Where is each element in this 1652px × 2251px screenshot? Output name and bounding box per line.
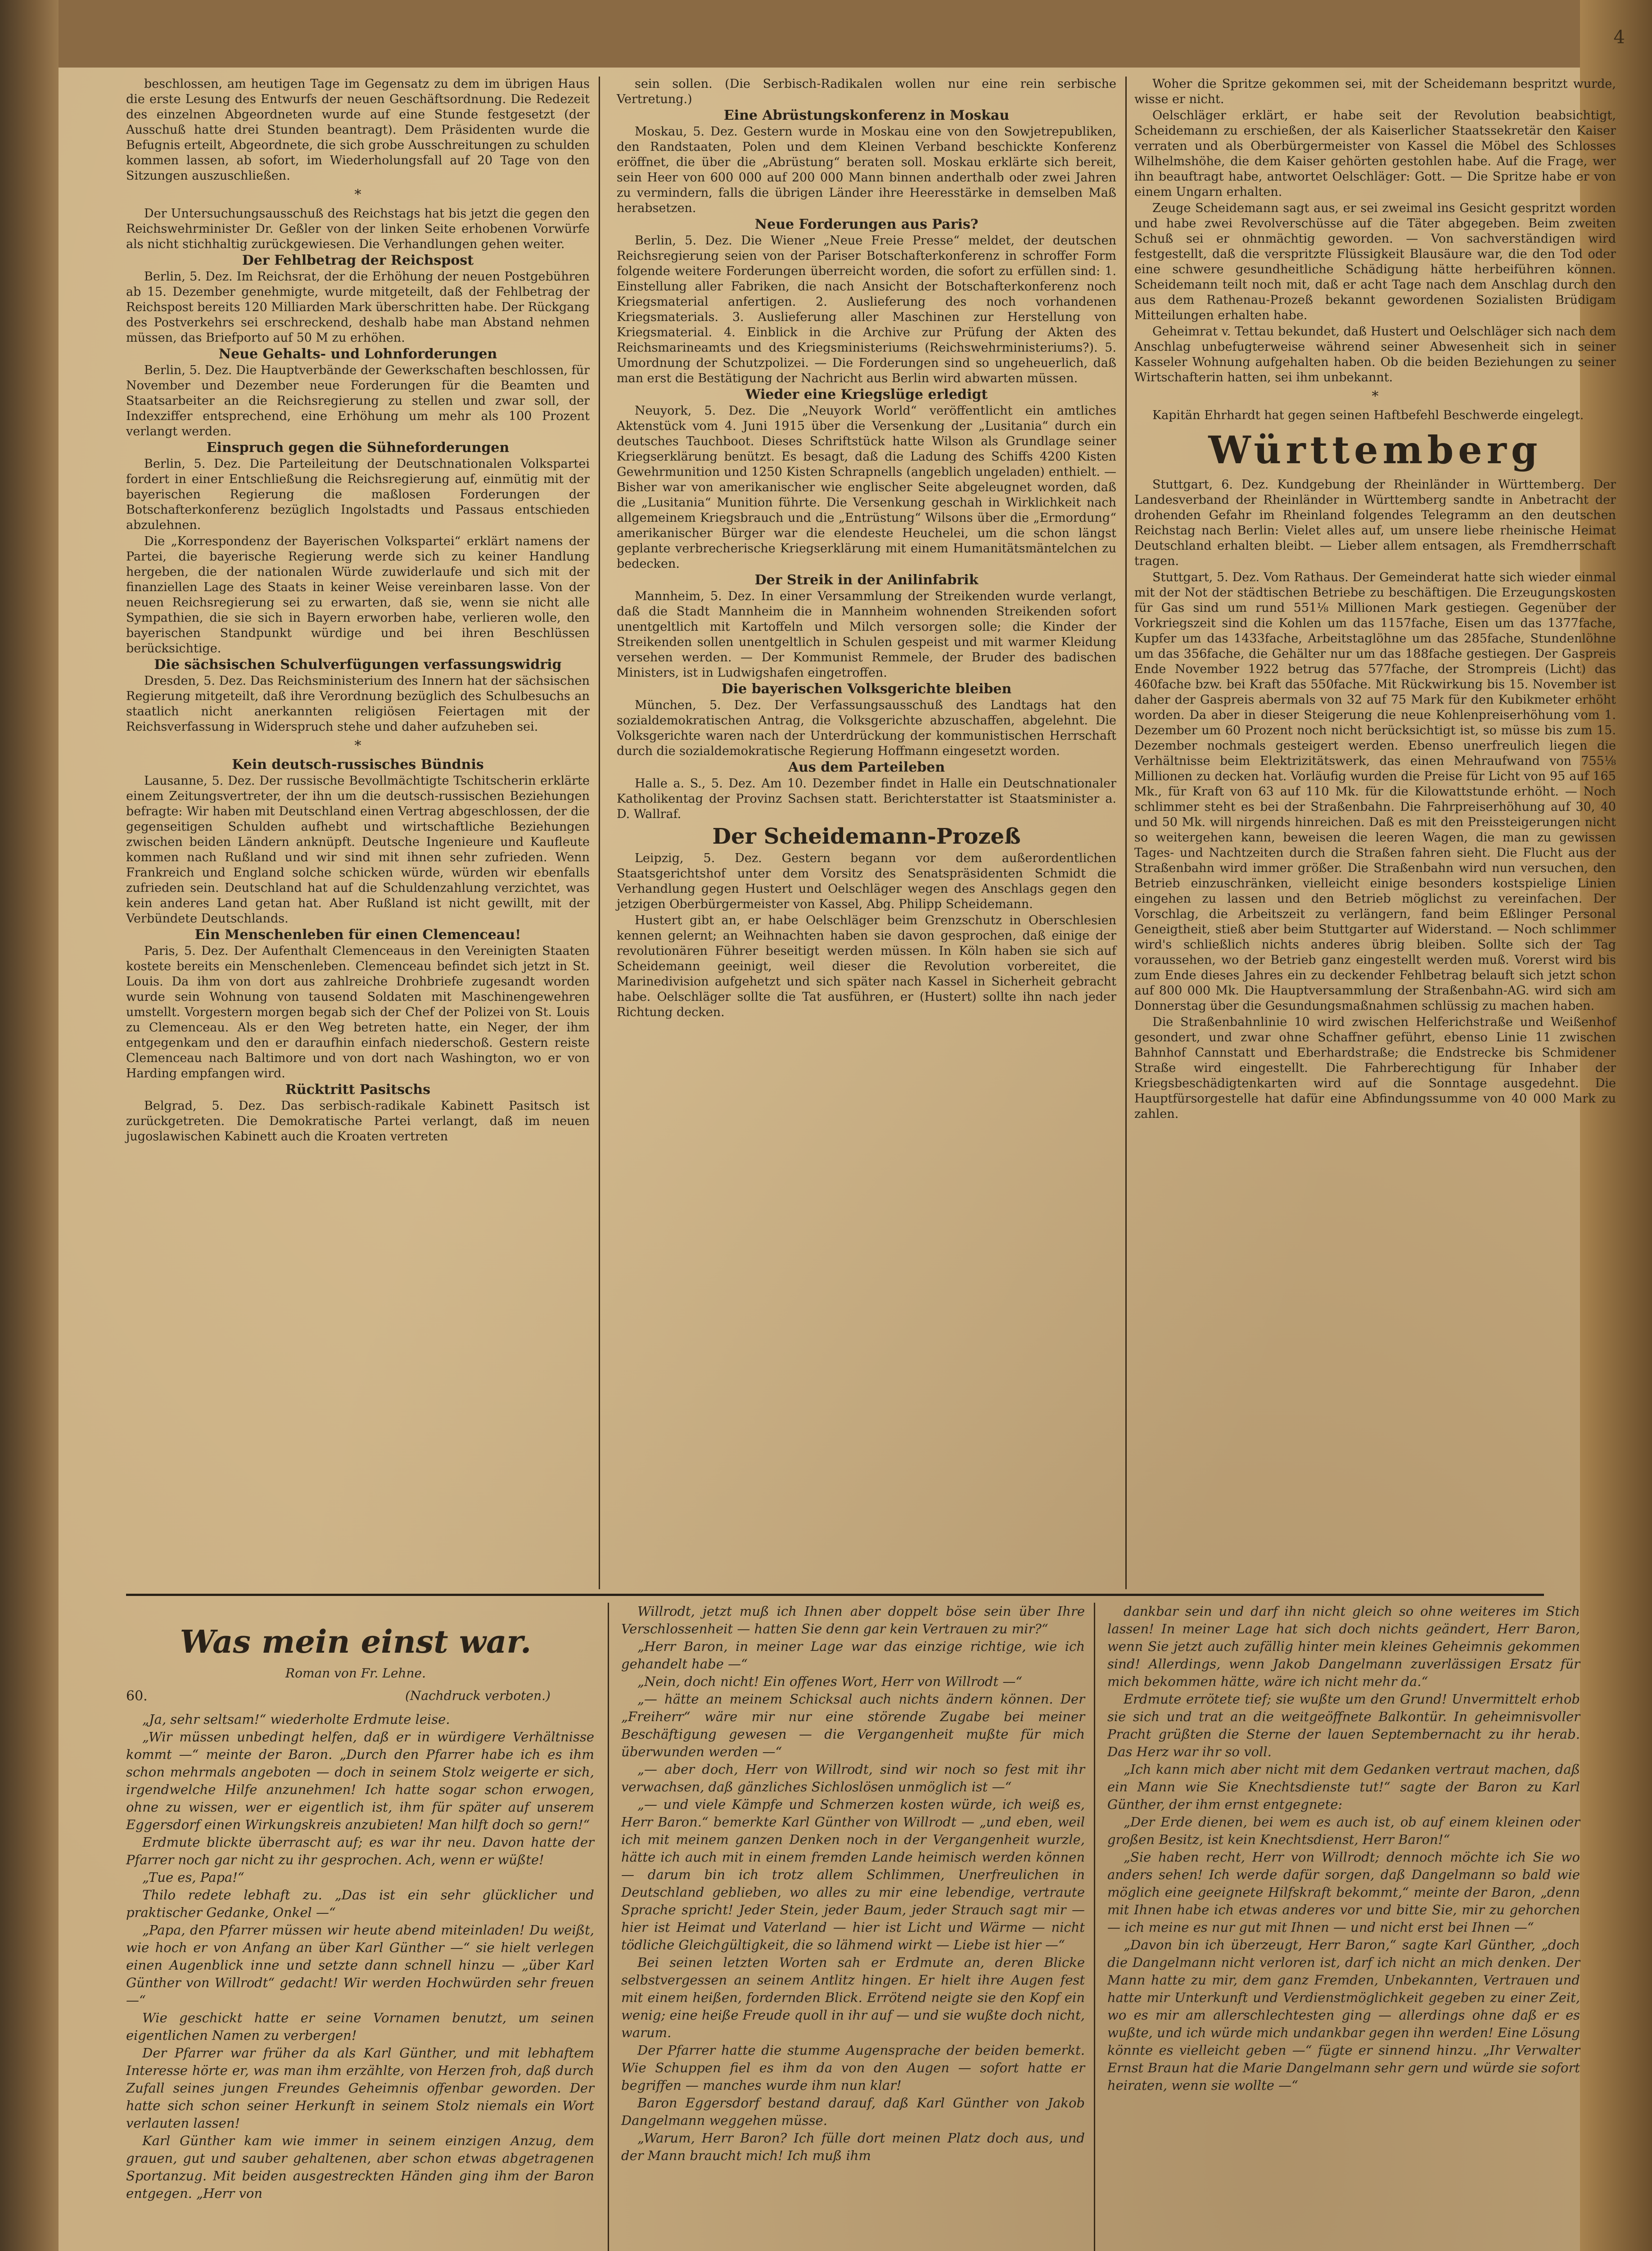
headline: Eine Abrüstungskonferenz in Moskau bbox=[723, 108, 1010, 123]
serial-title: Was mein einst war. bbox=[180, 1623, 532, 1660]
serial-paragraph: „Ich kann mich aber nicht mit dem Gedanken vertraut machen, daß ein Mann wie Sie Knechtsdienste tut!“ sagte der Baron zu Karl Günther, der ihm ernst entgegnete: bbox=[1107, 1762, 1580, 1812]
serial-column-3 bbox=[1107, 1603, 1580, 2094]
serial-author: Roman von Fr. Lehne. bbox=[285, 1666, 426, 1681]
binding-edge bbox=[0, 0, 59, 2251]
article-text: Leipzig, 5. Dez. Gestern begann vor dem außerordentlichen Staatsgerichtshof unter dem Vorsitz des Senatspräsidenten Schmidt die Verhandlung gegen Hustert und Oelschläger wegen des Anschlags gegen den jetzigen Oberbürgermeister von Kassel, Abg. Philipp Scheidemann. bbox=[617, 851, 1116, 911]
article-text: München, 5. Dez. Der Verfassungsausschuß des Landtags hat den sozialdemokratischen Antrag, die Volksgerichte abzuschaffen, abgelehnt. Die Volksgerichte waren nach der Unterdrückung der kommunistischen Herrschaft durch die sozialdemokratische Regierung Hoffmann eingesetzt worden. bbox=[617, 698, 1116, 758]
headline: Ein Menschenleben für einen Clemenceau! bbox=[194, 927, 521, 943]
headline: Neue Forderungen aus Paris? bbox=[754, 217, 979, 232]
article-text: Belgrad, 5. Dez. Das serbisch-radikale Kabinett Pasitsch ist zurückgetreten. Die Demokratische Partei verlangt, daß im neuen jugoslawischen Kabinett auch die Kroaten vertreten bbox=[126, 1099, 590, 1144]
serial-paragraph: „Nein, doch nicht! Ein offenes Wort, Herr von Willrodt —“ bbox=[637, 1674, 1023, 1689]
serial-paragraph: „Ja, sehr seltsam!“ wiederholte Erdmute leise. bbox=[142, 1712, 450, 1727]
serial-paragraph: „— aber doch, Herr von Willrodt, sind wir noch so fest mit ihr verwachsen, daß gänzliches Sichloslösen unmöglich ist —“ bbox=[621, 1762, 1085, 1794]
headline: Wieder eine Kriegslüge erledigt bbox=[745, 387, 988, 402]
article-text: Neuyork, 5. Dez. Die „Neuyork World“ veröffentlicht ein amtliches Aktenstück vom 4. Juni 1915 über die Versenkung der „Lusitania“ durch ein deutsches Tauchboot. Dieses Schriftstück hatte Wilson als Grundlage seiner Kriegserklärung benützt. Es besagt, daß die Ladung des Schiffs 4200 Kisten Gewehrmunition und 1250 Kisten Schrapnells (angeblich ungeladen) enthielt. — Bisher war von amerikanischer wie englischer Seite abgeleugnet worden, daß die „Lusitania“ Munition führte. Die Versenkung geschah in Wirklichkeit nach allgemeinem Kriegsbrauch und die „Entrüstung“ Wilsons über die „Ermordung“ amerikanischer Bürger war die elendeste Heuchelei, um die schon längst geplante verbrecherische Kriegserklärung mit einem Humanitätsmäntelchen zu bedecken. bbox=[617, 404, 1116, 571]
article-text: Berlin, 5. Dez. Die Parteileitung der Deutschnationalen Volkspartei fordert in einer Entschließung die Reichsregierung auf, einmütig mit der bayerischen Regierung die maßlosen Forderungen der Botschafterkonferenz bezüglich Ingolstadts und Passaus entschieden abzulehnen. bbox=[126, 457, 590, 532]
serial-paragraph: Thilo redete lebhaft zu. „Das ist ein sehr glücklicher und praktischer Gedanke, Onkel —“ bbox=[126, 1887, 594, 1920]
article-text: Geheimrat v. Tettau bekundet, daß Hustert und Oelschläger sich nach dem Anschlag unbefugterweise während seiner Abwesenheit sich in seiner Kasseler Wohnung aufgehalten haben. Ob die beiden Beziehungen zu seiner Wirtschafterin hatten, sei ihm unbekannt. bbox=[1134, 325, 1616, 384]
serial-column-1 bbox=[126, 1711, 594, 2202]
page-number: 4 bbox=[1613, 27, 1625, 48]
serial-column-2 bbox=[621, 1603, 1085, 2165]
serial-paragraph: „Papa, den Pfarrer müssen wir heute abend miteinladen! Du weißt, wie hoch er von Anfang an über Karl Günther —“ sie hielt verlegen einen Augenblick inne und setzte dann schnell hinzu — „über Karl Günther von Willrodt“ gedacht! Wir werden Hochwürden sehr freuen —“ bbox=[126, 1922, 594, 2008]
serial-paragraph: Der Pfarrer hatte die stumme Augensprache der beiden bemerkt. Wie Schuppen fiel es ihm da von den Augen — sofort hatte er begriffen — manches wurde ihm nun klar! bbox=[621, 2043, 1085, 2093]
article-text: Moskau, 5. Dez. Gestern wurde in Moskau eine von den Sowjetrepubliken, den Randstaaten, Polen und dem Kleinen Verband beschickte Konferenz eröffnet, die über die „Abrüstung“ beraten soll. Moskau erklärte sich bereit, sein Heer von 600 000 auf 200 000 Mann binnen anderthalb oder zwei Jahren zu vermindern, falls die übrigen Länder ihre Heeresstärke in demselben Maß herabsetzen. bbox=[617, 125, 1116, 215]
serial-paragraph: „— hätte an meinem Schicksal auch nichts ändern können. Der „Freiherr“ wäre mir nur eine störende Zugabe bei meiner Beschäftigung gewesen — die Vergangenheit mußte für mich überwunden werden —“ bbox=[621, 1691, 1085, 1759]
news-column-1 bbox=[126, 77, 590, 1145]
article-text: sein sollen. (Die Serbisch-Radikalen wollen nur eine rein serbische Vertretung.) bbox=[617, 77, 1116, 106]
headline: Die sächsischen Schulverfügungen verfassungswidrig bbox=[154, 657, 562, 673]
headline: Rücktritt Pasitschs bbox=[285, 1082, 431, 1098]
serial-paragraph: Wie geschickt hatte er seine Vornamen benutzt, um seinen eigentlichen Namen zu verbergen! bbox=[126, 2010, 594, 2043]
article-text: Stuttgart, 6. Dez. Kundgebung der Rheinländer in Württemberg. Der Landesverband der Rheinländer in Württemberg sandte in Anbetracht der drohenden Gefahr im Rheinland folgendes Telegramm an den deutschen Reichstag nach Berlin: Vielet alles auf, um unsere liebe rheinische Heimat Deutschland erhalten bleibt. — Lieber allem entsagen, als Fremdherrschaft tragen. bbox=[1134, 478, 1616, 568]
column-rule bbox=[1125, 77, 1127, 1589]
article-text: Zeuge Scheidemann sagt aus, er sei zweimal ins Gesicht gespritzt worden und habe zwei Revolverschüsse auf die Täter abgegeben. Beim zweiten Schuß sei er ohnmächtig geworden. — Von sachverständigen wird festgestellt, daß die verspritzte Flüssigkeit Blausäure war, die den Tod oder eine schwere gesundheitliche Schädigung hätte herbeiführen können. Scheidemann teilt noch mit, daß er acht Tage nach dem Anschlag durch den aus dem Rathenau-Prozeß bekannt gewordenen Sozialisten Brüdigam Mitteilungen erhalten habe. bbox=[1134, 201, 1616, 322]
serial-paragraph: Karl Günther kam wie immer in seinem einzigen Anzug, dem grauen, gut und sauber gehaltenen, aber schon etwas abgetragenen Sportanzug. Mit beiden ausgestreckten Händen ging ihm der Baron entgegen. „Herr von bbox=[126, 2133, 594, 2201]
serial-paragraph: „— und viele Kämpfe und Schmerzen kosten würde, ich weiß es, Herr Baron.“ bemerkte Karl Günther von Willrodt — „und eben, weil ich mit meinem ganzen Denken noch in der Vergangenheit wurzle, hätte ich auch mit in einem fremden Lande heimisch werden können — darum bin ich trotz allem Schlimmen, Unerfreulichen in Deutschland geblieben, wo alles zu mir eine lebendige, vertraute Sprache spricht! Jeder Stein, jeder Baum, jeder Strauch sagt mir — hier ist Heimat und Vaterland — hier ist Licht und Wärme — nicht tödliche Gleichgültigkeit, die so lähmend wirkt — Liebe ist hier —“ bbox=[621, 1797, 1085, 1953]
article-text: Die „Korrespondenz der Bayerischen Volkspartei“ erklärt namens der Partei, die bayerische Regierung werde sich zu keiner Handlung hergeben, die der nationalen Würde zuwiderlaufe und sich mit der finanziellen Lage des Staats in keiner Weise vereinbaren lasse. Von der neuen Reichsregierung sei zu erwarten, daß sie, wenn sie nicht alle Sympathien, die sie sich in Bayern erworben habe, verlieren wolle, den bayerischen Standpunkt würdige und bei ihren Beschlüssen berücksichtige. bbox=[126, 534, 590, 655]
serial-paragraph: Erdmute errötete tief; sie wußte um den Grund! Unvermittelt erhob sie sich und trat an die weitgeöffnete Balkontür. In geheimnisvoller Pracht grüßten die Sterne der lauen Septembernacht zu ihr herab. Das Herz war ihr so voll. bbox=[1107, 1691, 1580, 1759]
article-text: Dresden, 5. Dez. Das Reichsministerium des Innern hat der sächsischen Regierung mitgeteilt, daß ihre Verordnung bezüglich des Schulbesuchs an staatlich nicht anerkannten religiösen Feiertagen mit der Reichsverfassung in Widerspruch stehe und daher aufzuheben sei. bbox=[126, 674, 590, 734]
copyright-note: (Nachdruck verboten.) bbox=[405, 1688, 551, 1703]
separator-star: * bbox=[354, 187, 361, 203]
serial-paragraph: „Wir müssen unbedingt helfen, daß er in würdigere Verhältnisse kommt —“ meinte der Baron. „Durch den Pfarrer habe ich es ihm schon mehrmals angeboten — doch in seinem Stolz weigerte er sich, irgendwelche Hilfe anzunehmen! Ich hatte sogar schon erwogen, ohne zu wissen, wer er eigentlich ist, ihm für später auf unserem Eggersdorf einen Wirkungskreis anzubieten! Man hilft doch so gern!“ bbox=[126, 1729, 594, 1832]
separator-star: * bbox=[1372, 389, 1379, 404]
headline: Neue Gehalts- und Lohnforderungen bbox=[218, 346, 497, 362]
serial-paragraph: „Warum, Herr Baron? Ich fülle dort meinen Platz doch aus, und der Mann braucht mich! Ich muß ihm bbox=[621, 2130, 1085, 2163]
serial-paragraph: „Tue es, Papa!“ bbox=[142, 1870, 244, 1885]
article-text: Stuttgart, 5. Dez. Vom Rathaus. Der Gemeinderat hatte sich wieder einmal mit der Not der städtischen Betriebe zu beschäftigen. Die Erzeugungskosten für Gas sind um rund 551⅛ Millionen Mark gestiegen. Gegenüber der Vorkriegszeit sind die Kohlen um das 1157fache, Eisen um das 1377fache, Kupfer um das 1433fache, Arbeitstaglöhne um das 285fache, Stundenlöhne um das 356fache, die Gehälter nur um das 188fache gestiegen. Der Gaspreis Ende November 1922 betrug das 577fache, der Strompreis (Licht) das 460fache bzw. bei Kraft das 550fache. Mit Rückwirkung bis 15. November ist daher der Gaspreis abermals von 32 auf 75 Mark für den Kubikmeter erhöht worden. Da aber in dieser Steigerung die neue Kohlenpreiserhöhung vom 1. Dezember um 60 Prozent noch nicht berücksichtigt ist, so müsse bis zum 15. Dezember nochmals gesteigert werden. Ebenso unerfreulich liegen die Verhältnisse beim Elektrizitätswerk, das einen Mehraufwand von 755⅛ Millionen zu decken hat. Vorläufig wurden die Preise für Licht von 95 auf 165 Mk., für Kraft von 63 auf 110 Mk. für die Kilowattstunde erhöht. — Noch schlimmer steht es bei der Straßenbahn. Die Fahrpreiserhöhung auf 30, 40 und 50 Mk. will nirgends hinreichen. Daß es mit den Preissteigerungen nicht so weitergehen kann, beweisen die leeren Wagen, die man zu gewissen Tages- und Nachtzeiten durch die Straßen fahren sieht. Die Flucht aus der Straßenbahn wird immer größer. Die Straßenbahn wird nun versuchen, den Betrieb einzuschränken, vielleicht einige besonders kostspielige Linien eingehen zu lassen und den Betrieb möglichst zu vereinfachen. Der Vorschlag, die Arbeitszeit zu verlängern, fand beim Eßlinger Personal Geneigtheit, stieß aber beim Stuttgarter auf Widerstand. — Noch schlimmer wird's schließlich nichts anderes übrig bleiben. Sollte sich der Tag voraussehen, wo der Betrieb ganz eingestellt werden muß. Vorerst wird bis zum Ende dieses Jahres ein zu deckender Fehlbetrag belauft sich jetzt schon auf 800 000 Mk. Die Hauptversammlung der Straßenbahn-AG. wird sich am Donnerstag über die Gesundungsmaßnahmen schlüssig zu machen haben. bbox=[1134, 570, 1616, 1013]
article-text: Halle a. S., 5. Dez. Am 10. Dezember findet in Halle ein Deutschnationaler Katholikentag der Provinz Sachsen statt. Berichterstatter ist Staatsminister a. D. Wallraf. bbox=[617, 777, 1116, 821]
serial-paragraph: Baron Eggersdorf bestand darauf, daß Karl Günther von Jakob Dangelmann weggehen müsse. bbox=[621, 2095, 1085, 2128]
serial-installment-number: 60. bbox=[126, 1688, 148, 1704]
column-rule bbox=[1094, 1603, 1095, 2251]
separator-star: * bbox=[354, 738, 361, 754]
headline: Aus dem Parteileben bbox=[788, 759, 945, 775]
article-text: Oelschläger erklärt, er habe seit der Revolution beabsichtigt, Scheidemann zu erschießen, der als Kaiserlicher Staatssekretär den Kaiser verraten und als Oberbürgermeister von Kassel die Möbel des Schlosses Wilhelmshöhe, die dem Kaiser gehörten gestohlen habe. Auf die Frage, wer ihn beauftragt habe, antwortet Oelschläger: Gott. — Die Spritze habe er von einem Ungarn erhalten. bbox=[1134, 108, 1616, 199]
column-rule bbox=[608, 1603, 609, 2251]
article-text: Der Untersuchungsausschuß des Reichstags hat bis jetzt die gegen den Reichswehrminister Dr. Geßler von der linken Seite erhobenen Vorwürfe als nicht stichhaltig zurückgewiesen. Die Verhandlungen gehen weiter. bbox=[126, 207, 590, 251]
article-text: Die Straßenbahnlinie 10 wird zwischen Helferichstraße und Weißenhof gesondert, und zwar ohne Schaffner geführt, ebenso Linie 11 zwischen Bahnhof Cannstatt und Eberhardstraße; die Endstrecke bis Schmidener Straße wird eingestellt. Die Fahrberechtigung für Inhaber der Kriegsbeschädigtenkarten wird auf die Sonntage ausgedehnt. Die Hauptfürsorgestelle hat dafür eine Abfindungssumme von 40 000 Mark zu zahlen. bbox=[1134, 1015, 1616, 1121]
headline: Kein deutsch-russisches Bündnis bbox=[232, 757, 484, 773]
serial-paragraph: Willrodt, jetzt muß ich Ihnen aber doppelt böse sein über Ihre Verschlossenheit — hatten Sie denn gar kein Vertrauen zu mir?“ bbox=[621, 1604, 1085, 1636]
article-text: Berlin, 5. Dez. Im Reichsrat, der die Erhöhung der neuen Postgebühren ab 15. Dezember genehmigte, wurde mitgeteilt, daß der Fehlbetrag der Reichspost bereits 120 Milliarden Mark überschritten habe. Der Rückgang des Postverkehrs sei erschreckend, deshalb habe man Abstand nehmen müssen, das Briefporto auf 50 M zu erhöhen. bbox=[126, 270, 590, 345]
serial-paragraph: Bei seinen letzten Worten sah er Erdmute an, deren Blicke selbstvergessen an seinem Antlitz hingen. Er hielt ihre Augen fest mit einem heißen, fordernden Blick. Errötend neigte sie den Kopf ein wenig; eine heiße Freude quoll in ihr auf — und sie wußte doch nicht, warum. bbox=[621, 1955, 1085, 2040]
serial-paragraph: „Herr Baron, in meiner Lage war das einzige richtige, wie ich gehandelt habe —“ bbox=[621, 1639, 1085, 1672]
serial-paragraph: dankbar sein und darf ihn nicht gleich so ohne weiteres im Stich lassen! In meiner Lage hat sich doch nichts geändert, Herr Baron, wenn Sie jetzt auch zufällig hinter mein kleines Geheimnis gekommen sind! Allerdings, wenn Jakob Dangelmann zuverlässigen Ersatz für mich bekommen hätte, wäre ich nicht mehr da.“ bbox=[1107, 1604, 1580, 1689]
article-text: beschlossen, am heutigen Tage im Gegensatz zu dem im übrigen Haus die erste Lesung des Entwurfs der neuen Geschäftsordnung. Die Redezeit des einzelnen Abgeordneten wurde auf eine Stunde festgesetzt (der Ausschuß hatte drei Stunden beantragt). Dem Präsidenten wurde die Befugnis erteilt, Abgeordnete, die sich grobe Ausschreitungen zu schulden kommen lassen, ab sofort, im Wiederholungsfall auf 20 Tage von den Sitzungen auszuschließen. bbox=[126, 77, 590, 183]
serial-paragraph: Der Pfarrer war früher da als Karl Günther, und mit lebhaftem Interesse hörte er, was man ihm erzählte, von Herzen froh, daß durch Zufall seines jungen Freundes Geheimnis offenbar geworden. Der hatte sich schon seiner Herkunft in seinem Stolz niemals ein Wort verlauten lassen! bbox=[126, 2045, 594, 2131]
article-text: Mannheim, 5. Dez. In einer Versammlung der Streikenden wurde verlangt, daß die Stadt Mannheim die in Mannheim wohnenden Streikenden sofort unentgeltlich mit Kartoffeln und Milch versorgen solle; die Kinder der Streikenden sollen unentgeltlich in Schulen gespeist und mit warmer Kleidung versehen werden. — Der Kommunist Remmele, der Bruder des badischen Ministers, ist in Ludwigshafen eingetroffen. bbox=[617, 589, 1116, 680]
article-text: Berlin, 5. Dez. Die Hauptverbände der Gewerkschaften beschlossen, für November und Dezember neue Forderungen für die Beamten und Staatsarbeiter an die Reichsregierung zu stellen und zwar soll, der Indexziffer entsprechend, eine Erhöhung um mehr als 100 Prozent verlangt werden. bbox=[126, 363, 590, 438]
column-rule bbox=[599, 77, 600, 1589]
headline-scheidemann: Der Scheidemann-Prozeß bbox=[712, 824, 1021, 849]
article-text: Kapitän Ehrhardt hat gegen seinen Haftbefehl Beschwerde eingelegt. bbox=[1152, 408, 1584, 422]
headline: Einspruch gegen die Sühneforderungen bbox=[206, 440, 510, 456]
article-text: Lausanne, 5. Dez. Der russische Bevollmächtigte Tschitscherin erklärte einem Zeitungsvertreter, der ihn um die deutsch-russischen Beziehungen befragte: Wir haben mit Deutschland einen Vertrag abgeschlossen, der die gegenseitigen Schulden aufhebt und wirtschaftliche Beziehungen zwischen beiden Ländern anknüpft. Deutsche Ingenieure und Kaufleute kommen nach Rußland und wir sind mit ihnen sehr zufrieden. Wenn Frankreich und England solche schicken würde, würden wir ebenfalls zufrieden sein. Deutschland hat auf die Schuldenzahlung verzichtet, was kein anderes Land getan hat. Aber Rußland ist nicht gewillt, mit der Verbündete Deutschlands. bbox=[126, 774, 590, 926]
headline: Der Fehlbetrag der Reichspost bbox=[242, 253, 474, 268]
article-text: Paris, 5. Dez. Der Aufenthalt Clemenceaus in den Vereinigten Staaten kostete bereits ein Menschenleben. Clemenceau befindet sich jetzt in St. Louis. Da ihm von dort aus zahlreiche Drohbriefe zugesandt worden wurde sein Wohnung von tausend Soldaten mit Maschinengewehren umstellt. Vorgestern morgen begab sich der Chef der Polizei von St. Louis zu Clemenceau. Als er den Weg betreten hatte, ein Neger, der ihm entgegenkam und den er daraufhin einfach niederschoß. Gestern reiste Clemenceau nach Baltimore und von dort nach Washington, wo er von Harding empfangen wird. bbox=[126, 944, 590, 1080]
serial-paragraph: „Der Erde dienen, bei wem es auch ist, ob auf einem kleinen oder großen Besitz, ist kein Knechtsdienst, Herr Baron!“ bbox=[1107, 1814, 1580, 1847]
headline: Der Streik in der Anilinfabrik bbox=[754, 572, 979, 588]
article-text: Hustert gibt an, er habe Oelschläger beim Grenzschutz in Oberschlesien kennen gelernt; an Weihnachten haben sie davon gesprochen, daß einige der revolutionären Führer beseitigt werden müssen. In Köln haben sie sich auf Scheidemann geeinigt, weil dieser die Revolution vorbereitet, die Marinedivision aufgehetzt und sich später nach Kassel in Sicherheit gebracht habe. Oelschläger sollte die Tat ausführen, er (Hustert) sollte ihn nach jeder Richtung decken. bbox=[617, 913, 1116, 1019]
article-text: Berlin, 5. Dez. Die Wiener „Neue Freie Presse“ meldet, der deutschen Reichsregierung seien von der Pariser Botschafterkonferenz in schroffer Form folgende weitere Forderungen überreicht worden, die sofort zu erfüllen sind: 1. Einstellung aller Fabriken, die nach Ansicht der Botschafterkonferenz noch Kriegsmaterial anfertigen. 2. Auslieferung des noch vorhandenen Kriegsmaterials. 3. Auslieferung aller Maschinen zur Herstellung von Kriegsmaterial. 4. Einblick in die Archive zur Prüfung der Akten des Reichsmarineamts und des Kriegsministeriums (Reichswehrministeriums?). 5. Umordnung der Schutzpolizei. — Die Forderungen sind so ungeheuerlich, daß man erst die Bestätigung der Nachricht aus Berlin wird abwarten müssen. bbox=[617, 234, 1116, 385]
serial-paragraph: „Sie haben recht, Herr von Willrodt; dennoch möchte ich Sie wo anders sehen! Ich werde dafür sorgen, daß Dangelmann so bald wie möglich eine geeignete Hilfskraft bekommt,“ meinte der Baron, „denn mit Ihnen habe ich etwas anderes vor und bitte Sie, mir zu gehorchen — ich meine es nur gut mit Ihnen — und nicht erst bei Ihnen —“ bbox=[1107, 1849, 1580, 1935]
serial-paragraph: Erdmute blickte überrascht auf; es war ihr neu. Davon hatte der Pfarrer noch gar nicht zu ihr gesprochen. Ach, wenn er wüßte! bbox=[126, 1835, 594, 1867]
news-column-3 bbox=[1134, 77, 1616, 1123]
article-text: Woher die Spritze gekommen sei, mit der Scheidemann bespritzt wurde, wisse er nicht. bbox=[1134, 77, 1616, 106]
section-heading-wuerttemberg: Württemberg bbox=[1208, 428, 1542, 472]
serial-paragraph: „Davon bin ich überzeugt, Herr Baron,“ sagte Karl Günther, „doch die Dangelmann nicht verloren ist, darf ich nicht an mich denken. Der Mann hatte zu mir, dem ganz Fremden, Unbekannten, Vertrauen und hatte mir Unterkunft und Verdienstmöglichkeit gegeben zu einer Zeit, wo es mir am allerschlechtesten ging — allerdings ohne daß er es wußte, und ich würde mich undankbar gegen ihn werden! Eine Lösung könnte es vielleicht geben —“ fügte er sinnend hinzu. „Ihr Verwalter Ernst Braun hat die Marie Dangelmann sehr gern und würde sie sofort heiraten, wenn sie wollte —“ bbox=[1107, 1937, 1580, 2093]
section-rule bbox=[126, 1594, 1544, 1596]
headline: Die bayerischen Volksgerichte bleiben bbox=[721, 681, 1012, 697]
news-column-2 bbox=[617, 77, 1116, 1021]
